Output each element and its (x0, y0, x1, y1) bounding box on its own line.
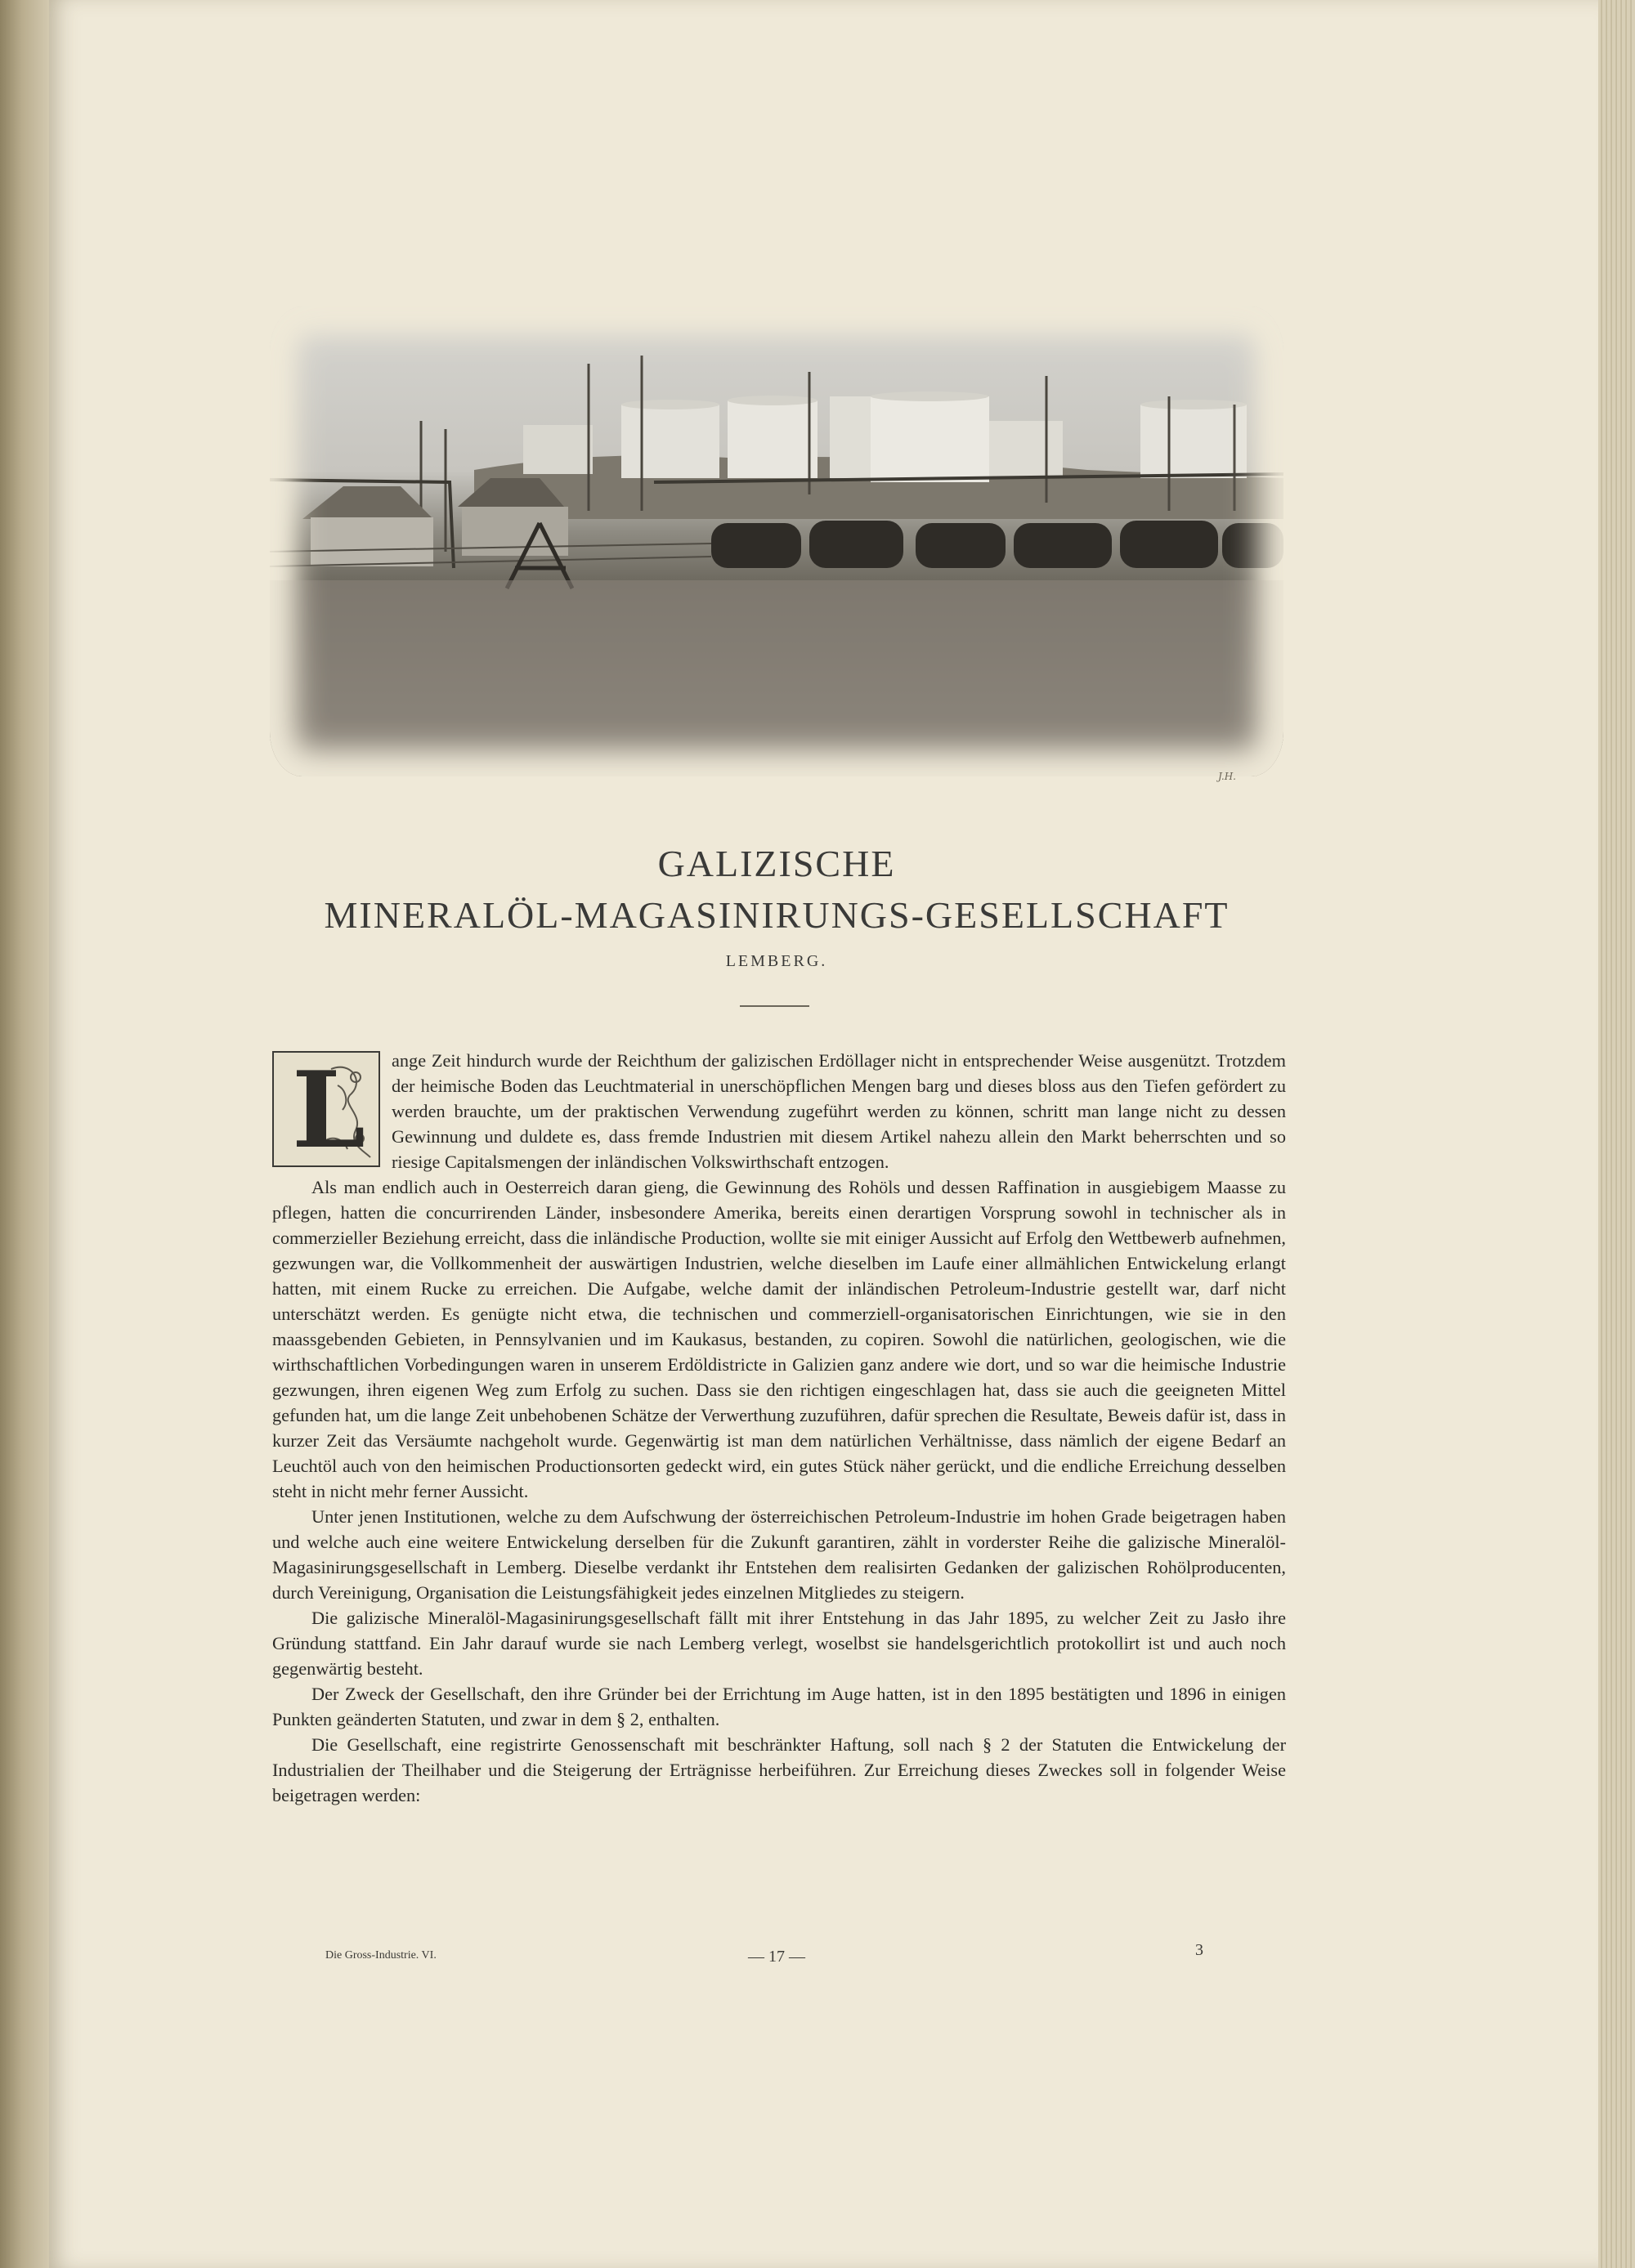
engraver-mark: J.H. (1218, 771, 1236, 782)
footer-publication: Die Gross-Industrie. VI. (325, 1949, 437, 1962)
book-binding (0, 0, 56, 2268)
drop-cap-letter: L (292, 1049, 365, 1172)
paragraph (272, 1048, 1286, 1174)
paragraph: Die galizische Mineralöl-Magasinirungsgesellschaft fällt mit ihrer Entstehung in das Jahr 1895, zu welcher Zeit zu Jasło ihre Gründung stattfand. Ein Jahr darauf wurde sie nach Lemberg verlegt, woselbst sie handelsgerichtlich protokollirt ist und auch noch gegenwärtig besteht. (272, 1608, 1286, 1679)
title-city: LEMBERG. (725, 952, 828, 970)
paragraph: Als man endlich auch in Oesterreich daran gieng, die Gewinnung des Rohöls und dessen Raffination in ausgiebigem Maasse zu pflegen, hatten die concurrirenden Länder, insbesondere Amerika, bereits einen derartigen Vorsprung sowohl in technischer als in commerzieller Beziehung erreicht, dass die inländische Production, wollte sie mit einiger Aussicht auf Erfolg den Wettbewerb aufnehmen, gezwungen war, die Vollkommenheit der auswärtigen Industrien, welche dieselben im Laufe einer allmählichen Entwickelung erlangt hatten, mit einem Rucke zu erreichen. Die Aufgabe, welche damit der inländischen Petroleum-Industrie gestellt war, darf nicht unterschätzt werden. Es genügte nicht etwa, die technischen und commerziell-organisatorischen Einrichtungen, wie sie in den maassgebenden Gebieten, in Pennsylvanien und im Kaukasus, bestanden, zu copiren. Sowohl die natürlichen, geologischen, wie die wirthschaftlichen Vorbedingungen waren in unserem Erdöldistricte in Galizien ganz andere wie dort, und so war die heimische Industrie gezwungen, ihren eigenen Weg zum Erfolg zu suchen. Dass sie den richtigen eingeschlagen hat, dass sie auch die geeigneten Mittel gefunden hat, um die lange Zeit unbehobenen Schätze der Verwerthung zuzuführen, dafür sprechen die Resultate, Beweis dafür ist, dass in kurzer Zeit das Versäumte nachgeholt wurde. Gegenwärtig ist man dem natürlichen Verhältnisse, dass nämlich der eigene Bedarf an Leuchtöl auch von den heimischen Productionsorten gedeckt wird, ein gutes Stück näher gerückt, und die endliche Erreichung desselben steht in nicht mehr ferner Aussicht. (272, 1177, 1286, 1501)
paragraph: Der Zweck der Gesellschaft, den ihre Gründer bei der Errichtung im Auge hatten, ist in den 1895 bestätigten und 1896 in einigen Punkten geänderten Statuten, und zwar in dem § 2, enthalten. (272, 1684, 1286, 1729)
oil-depot-photograph (270, 306, 1283, 776)
article-body (272, 1048, 1286, 1808)
signature-number: 3 (1195, 1941, 1203, 1959)
page-number: — 17 — (748, 1948, 805, 1966)
ornamental-initial (272, 1049, 380, 1172)
paragraph: Die Gesellschaft, eine registrirte Genossenschaft mit beschränkter Haftung, soll nach § 2 der Statuten die Entwickelung der Industrialien der Theilhaber und die Steigerung der Erträgnisse herbeiführen. Zur Erreichung dieses Zweckes soll in folgender Weise beigetragen werden: (272, 1734, 1286, 1805)
page-edges (1598, 0, 1635, 2268)
paragraph-text: ange Zeit hindurch wurde der Reichthum der galizischen Erdöllager nicht in entsprechender Weise ausgenützt. Trotzdem der heimische Boden das Leuchtmaterial in unerschöpflichen Mengen barg und dieses bloss aus den Tiefen gefördert zu werden brauchte, um der praktischen Verwendung zugeführt werden zu können, schritt man lange nicht zu dessen Gewinnung und duldete es, dass fremde Industrien mit diesem Artikel nahezu allein den Markt beherrschten und so riesige Capitalsmengen der inländischen Volkswirthschaft entzogen. (392, 1050, 1286, 1172)
title-divider (740, 1005, 809, 1007)
title-line-1: GALIZISCHE (657, 843, 896, 884)
paragraph: Unter jenen Institutionen, welche zu dem Aufschwung der österreichischen Petroleum-Industrie im hohen Grade beigetragen haben und welche auch eine weitere Entwickelung derselben für die Zukunft garantiren, zählt in vorderster Reihe die galizische Mineralöl-Magasinirungsgesellschaft in Lemberg. Dieselbe verdankt ihr Entstehen dem realisirten Gedanken der galizischen Rohölproducenten, durch Vereinigung, Organisation die Leistungsfähigkeit jedes einzelnen Mitgliedes zu steigern. (272, 1506, 1286, 1603)
title-line-2: MINERALÖL-MAGASINIRUNGS-GESELLSCHAFT (324, 894, 1230, 936)
